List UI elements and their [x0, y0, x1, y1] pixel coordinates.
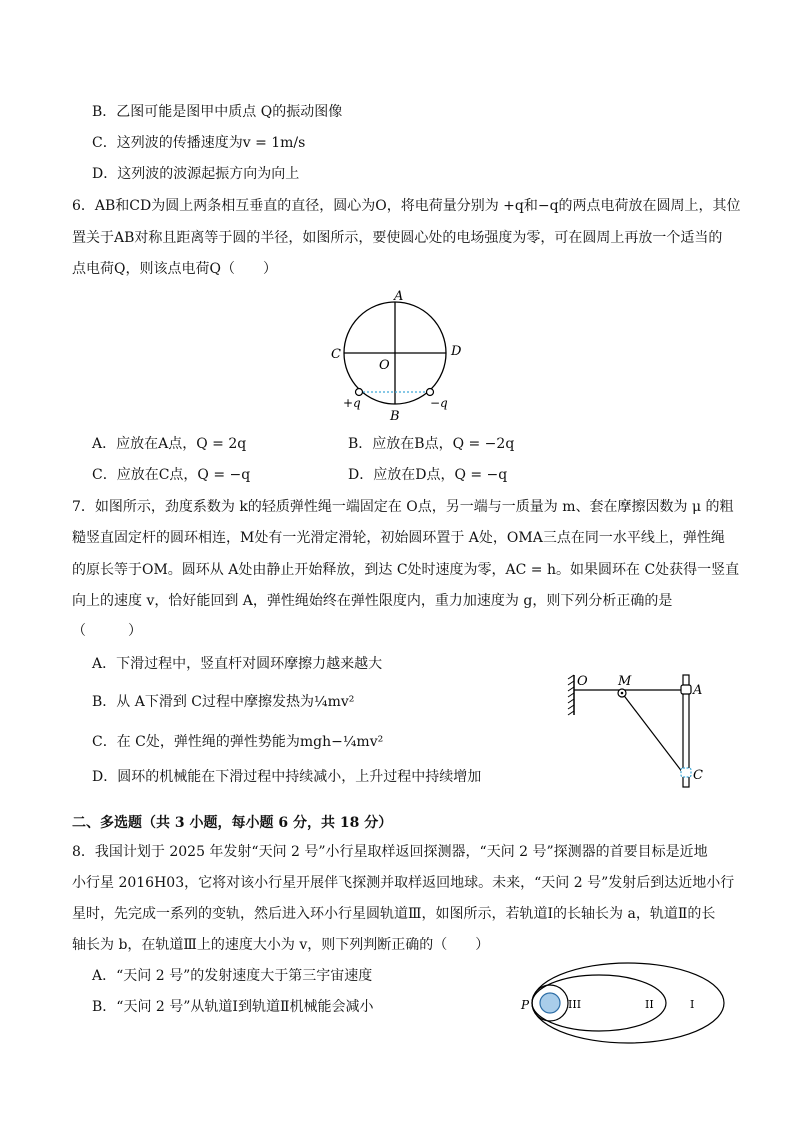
q6-label-a: A [394, 289, 404, 304]
section2-heading: 二、多选题（共 3 小题，每小题 6 分，共 18 分） [72, 815, 393, 831]
q6-option-d: D．应放在D点，Q = −q [348, 467, 508, 483]
q7-label-a: A [693, 683, 703, 698]
q8-stem-line2: 小行星 2016H03，它将对该小行星开展伴飞探测并取样返回地球。未来，“天问 2 号”发射后到达近地小行 [72, 875, 735, 891]
q6-label-d: D [451, 344, 462, 359]
q7-label-o: O [577, 674, 588, 689]
q6-option-a: A．应放在A点，Q = 2q [92, 436, 247, 452]
q7-label-m: M [618, 674, 632, 689]
q8-stem-line4: 轴长为 b，在轨道Ⅲ上的速度大小为 v，则下列判断正确的（ ） [72, 937, 490, 953]
q5-option-c: C．这列波的传播速度为v = 1m/s [92, 135, 306, 151]
q8-asteroid [540, 993, 560, 1013]
q7-ring-a [681, 685, 691, 694]
q8-option-a: A．“天问 2 号”的发射速度大于第三宇宙速度 [92, 968, 373, 984]
q6-stem-line2: 置关于AB对称且距离等于圆的半径，如图所示，要使圆心处的电场强度为零，可在圆周上再放一个适当的 [72, 230, 723, 246]
q7-option-d: D．圆环的机械能在下滑过程中持续减小，上升过程中持续增加 [92, 769, 482, 785]
q6-stem-line3: 点电荷Q，则该点电荷Q（ ） [72, 261, 277, 277]
q7-label-c: C [693, 768, 703, 783]
q7-wall-hatching [568, 675, 574, 715]
q6-option-c: C．应放在C点，Q = −q [92, 467, 251, 483]
q7-stem-line5: （ ） [72, 623, 142, 639]
q6-option-b: B．应放在B点，Q = −2q [348, 436, 515, 452]
q6-label-o: O [379, 358, 390, 373]
q6-stem-line1: 6．AB和CD为圆上两条相互垂直的直径，圆心为O，将电荷量分别为 +q和−q的两点电荷放在圆周上，其位 [72, 198, 741, 214]
q7-rope-diagonal [622, 693, 683, 773]
q7-pulley-axle [621, 692, 624, 695]
q8-orbit-i [532, 963, 724, 1043]
q6-label-minus-q: −q [430, 396, 448, 410]
q7-pulley-figure [560, 665, 720, 795]
q7-option-b: B．从 A下滑到 C过程中摩擦发热为¼mv² [92, 694, 355, 710]
q8-stem-line1: 8．我国计划于 2025 年发射“天问 2 号”小行星取样返回探测器，“天问 2 号”探测器的首要目标是近地 [72, 844, 708, 860]
q5-option-b: B．乙图可能是图甲中质点 Q的振动图像 [92, 104, 343, 120]
q8-option-b: B．“天问 2 号”从轨道Ⅰ到轨道Ⅱ机械能会减小 [92, 999, 374, 1015]
q6-circle-figure [325, 285, 475, 425]
q8-label-iii: III [568, 998, 582, 1011]
q7-option-a: A．下滑过程中，竖直杆对圆环摩擦力越来越大 [92, 656, 383, 672]
q8-stem-line3: 星时，先完成一系列的变轨，然后进入环小行星圆轨道Ⅲ，如图所示，若轨道Ⅰ的长轴长为 a，轨道Ⅱ的长 [72, 906, 716, 922]
q7-ring-c [681, 768, 691, 777]
q8-label-i: I [690, 998, 695, 1011]
q5-option-d: D．这列波的波源起振方向为向上 [92, 166, 300, 182]
q7-stem-line1: 7．如图所示，劲度系数为 k的轻质弹性绳一端固定在 O点，另一端与一质量为 m、套在摩擦因数为 μ 的粗 [72, 499, 734, 515]
q8-label-p: P [521, 998, 530, 1012]
q8-orbit-figure [515, 960, 730, 1050]
q7-stem-line3: 的原长等于OM。圆环从 A处由静止开始释放，到达 C处时速度为零，AC = h。如果圆环在 C处获得一竖直 [72, 562, 740, 578]
q6-charge-minus [427, 389, 434, 396]
q7-stem-line2: 糙竖直固定杆的圆环相连，M处有一光滑定滑轮，初始圆环置于 A处，OMA三点在同一水平线上，弹性绳 [72, 530, 725, 546]
q6-label-plus-q: +q [343, 396, 361, 410]
q6-label-c: C [331, 347, 341, 362]
q7-stem-line4: 向上的速度 v，恰好能回到 A，弹性绳始终在弹性限度内，重力加速度为 g，则下列分析正确的是 [72, 593, 673, 609]
q7-option-c: C．在 C处，弹性绳的弹性势能为mgh−¼mv² [92, 734, 384, 750]
q8-label-ii: II [645, 998, 654, 1011]
q6-label-b: B [390, 409, 400, 424]
q6-charge-plus [356, 389, 363, 396]
